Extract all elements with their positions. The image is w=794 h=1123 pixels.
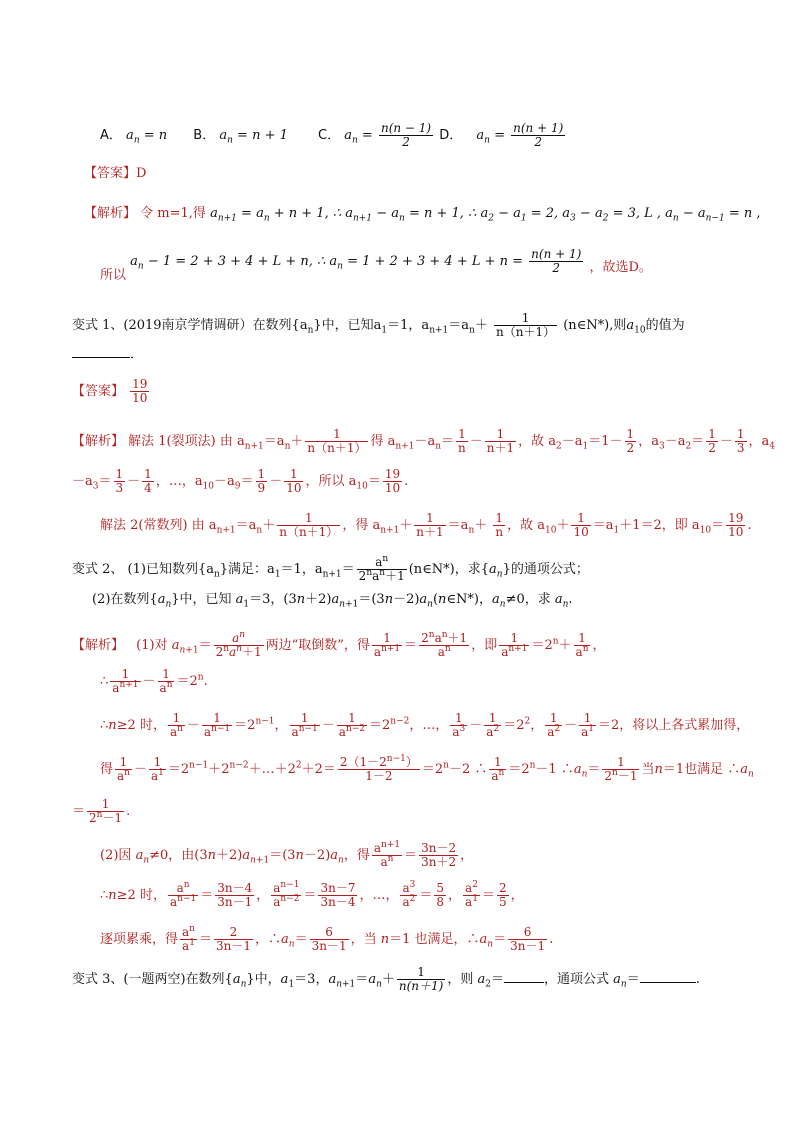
analysis-1-line-2: 所以 $a_n - 1 = 2 + 3 + 4 + L + n$, ∴ $a_n = 1 + 2 + 3 + 4 + L + n$ = $\frac{n(n + 1)}{2}$ ，故选D。 <box>100 247 652 283</box>
variant-1-blank: ． <box>72 346 143 363</box>
choice-a-label: A． <box>100 128 122 143</box>
answer-2-fraction: $\frac{19}{10}$ <box>132 377 148 405</box>
answer-2: 【答案】 $\frac{19}{10}$ <box>72 377 148 405</box>
blank-an[interactable] <box>640 971 696 983</box>
answer-blank[interactable] <box>72 346 130 358</box>
choices-row <box>100 122 567 149</box>
analysis-3-line-2: ∴ $\frac{1}{a^{n+1}}$ － $\frac{1}{a^n}$ $=2^n$. <box>100 667 208 695</box>
choice-c-formula: $a_n$ = $\frac{n(n - 1)}{2}$ <box>344 121 432 149</box>
answer-value: D <box>136 166 147 181</box>
choice-a-formula: $a_n = n$ <box>126 128 168 146</box>
analysis-3-line-4: 得 $\frac{1}{a^n}$ － $\frac{1}{a^1}$ $=2^{n-1}+2^{n-2}+\dots+2^2+2=$ $\frac{2(1-2^{n-1})}{1-2}$ $=2^n-2$ ∴ $\frac{1}{a^n}$ $=2^n-1$ $\therefore a_n=$ $\frac{1}{2^n-1}$ 当n＝1也满足 $\therefore a_n$ <box>100 754 754 783</box>
analysis-3-line-8: 逐项累乘，得 $\frac{a^n}{a^1}$ ＝ $\frac{2}{3n-1}$ ，$\therefore a_n=$ $\frac{6}{3n-1}$ ，当 n＝1 也满足，$\therefore a_n=$ $\frac{6}{3n-1}$ . <box>100 924 554 953</box>
analysis-3-line-3: ∴n≥2 时， $\frac{1}{a^n}$ － $\frac{1}{a^{n-1}}$ $=2^{n-1}$， $\frac{1}{a^{n-1}}$ － $\frac{1}{a^{n-2}}$ $=2^{n-2}$，…， $\frac{1}{a^3}$ － $\frac{1}{a^2}$ $=2^2$， $\frac{1}{a^2}$ － $\frac{1}{a^1}$ ＝2，将以上各式累加得， <box>100 711 750 739</box>
answer-tag: 【答案】 <box>84 166 137 181</box>
blank-a2[interactable] <box>504 971 544 983</box>
analysis-1-line-1: 【解析】 令 m=1,得 $a_{n+1} = a_n + n + 1$, ∴ $a_{n+1} - a_n = n + 1$, ∴ $a_2 - a_1 = 2$, $a_3 - a_2 = 3$, L , $a_n - a_{n-1} = n$ , <box>84 206 761 224</box>
analysis-3-line-1: 【解析】 (1)对 $a_{n+1}=$ $\frac{a^n}{2^na^n+1}$ 两边“取倒数”，得 $\frac{1}{a^{n+1}}$ ＝ $\frac{2^na^n+1}{a^n}$ ，即 $\frac{1}{a^{n+1}}$ $=2^n+$ $\frac{1}{a^n}$ ， <box>72 630 606 659</box>
variant-1: 变式 1、(2019南京学情调研）在数列$\{a_n\}$中，已知$a_1=1$，$a_{n+1}=a_n+$ $\frac{1}{n(n+1)}$ (n∈N*),则$a_{10}$的值为 <box>72 311 685 339</box>
choice-d-formula: $a_n$ = $\frac{n(n + 1)}{2}$ <box>476 121 564 149</box>
choice-b-formula: $a_n = n + 1$ <box>219 128 288 146</box>
analysis-3-line-5: ＝ $\frac{1}{2^n-1}$ . <box>72 797 131 825</box>
choice-c-label: C． <box>318 128 341 143</box>
choice-c-fraction: $\frac{n(n - 1)}{2}$ <box>380 121 432 149</box>
choice-d-fraction: $\frac{n(n + 1)}{2}$ <box>513 121 564 149</box>
analysis-2-line-3: 解法 2(常数列) 由 $a_{n+1}=a_n+$ $\frac{1}{n(n+1)}$ ，得 $a_{n+1}+$ $\frac{1}{n+1}$ $=a_n+$ $\frac{1}{n}$ ，故 $a_{10}+$ $\frac{1}{10}$ $=a_1+1=2$，即 $a_{10}=$ $\frac{19}{10}$ . <box>100 511 752 539</box>
variant-2-part-1: 变式 2、 (1)已知数列$\{a_n\}$满足：$a_1=1$，$a_{n+1}=$ $\frac{a^n}{2^na^n+1}$ (n∈N*)，求$\{a_n\}$的通项公式； <box>72 554 589 583</box>
variant-1-fraction: $\frac{1}{n(n+1)}$ <box>495 311 556 339</box>
choice-d-label: D． <box>439 128 463 143</box>
analysis-1-fraction: $\frac{n(n + 1)}{2}$ <box>531 247 582 275</box>
answer-1 <box>84 166 146 182</box>
choice-b-label: B． <box>193 128 216 143</box>
variant-3: 变式 3、(一题两空)在数列$\{a_n\}$中，$a_1=3$，$a_{n+1}=a_n+$ $\frac{1}{n(n+1)}$ ，则 $a_2=$ ，通项公式 $a_n=$ . <box>72 965 700 993</box>
analysis-2-line-2: $-a_3=$ $\frac{1}{3}$ － $\frac{1}{4}$ ，…，$a_{10}-a_9=$ $\frac{1}{9}$ － $\frac{1}{10}$ ，所以 $a_{10}=$ $\frac{19}{10}$ . <box>72 467 409 495</box>
variant-2-part-2: (2)在数列$\{a_n\}$中，已知 $a_1=3$，$(3n+2)a_{n+1}=(3n-2)a_n(n\in N*)$，$a_n\ne 0$，求 $a_n$. <box>92 592 573 610</box>
analysis-2-line-1: 【解析】 解法 1(裂项法) 由 $a_{n+1}=a_n+$ $\frac{1}{n(n+1)}$ 得 $a_{n+1}-a_n=$ $\frac{1}{n}$ － $\frac{1}{n+1}$ ，故 $a_2-a_1=1-$ $\frac{1}{2}$ ，$a_3-a_2=$ $\frac{1}{2}$ － $\frac{1}{3}$ ，$a_4$ <box>72 427 775 455</box>
analysis-3-line-7: ∴n≥2 时， $\frac{a^n}{a^{n-1}}$ ＝ $\frac{3n-4}{3n-1}$ ， $\frac{a^{n-1}}{a^{n-2}}$ ＝ $\frac{3n-7}{3n-4}$ ，…， $\frac{a^3}{a^2}$ ＝ $\frac{5}{8}$ ， $\frac{a^2}{a^1}$ ＝ $\frac{2}{5}$ ， <box>100 880 524 909</box>
analysis-3-line-6: (2)因 $a_n\ne 0$，由$(3n+2)a_{n+1}=(3n-2)a_n$，得 $\frac{a^{n+1}}{a^n}$ ＝ $\frac{3n-2}{3n+2}$ ， <box>100 840 474 869</box>
